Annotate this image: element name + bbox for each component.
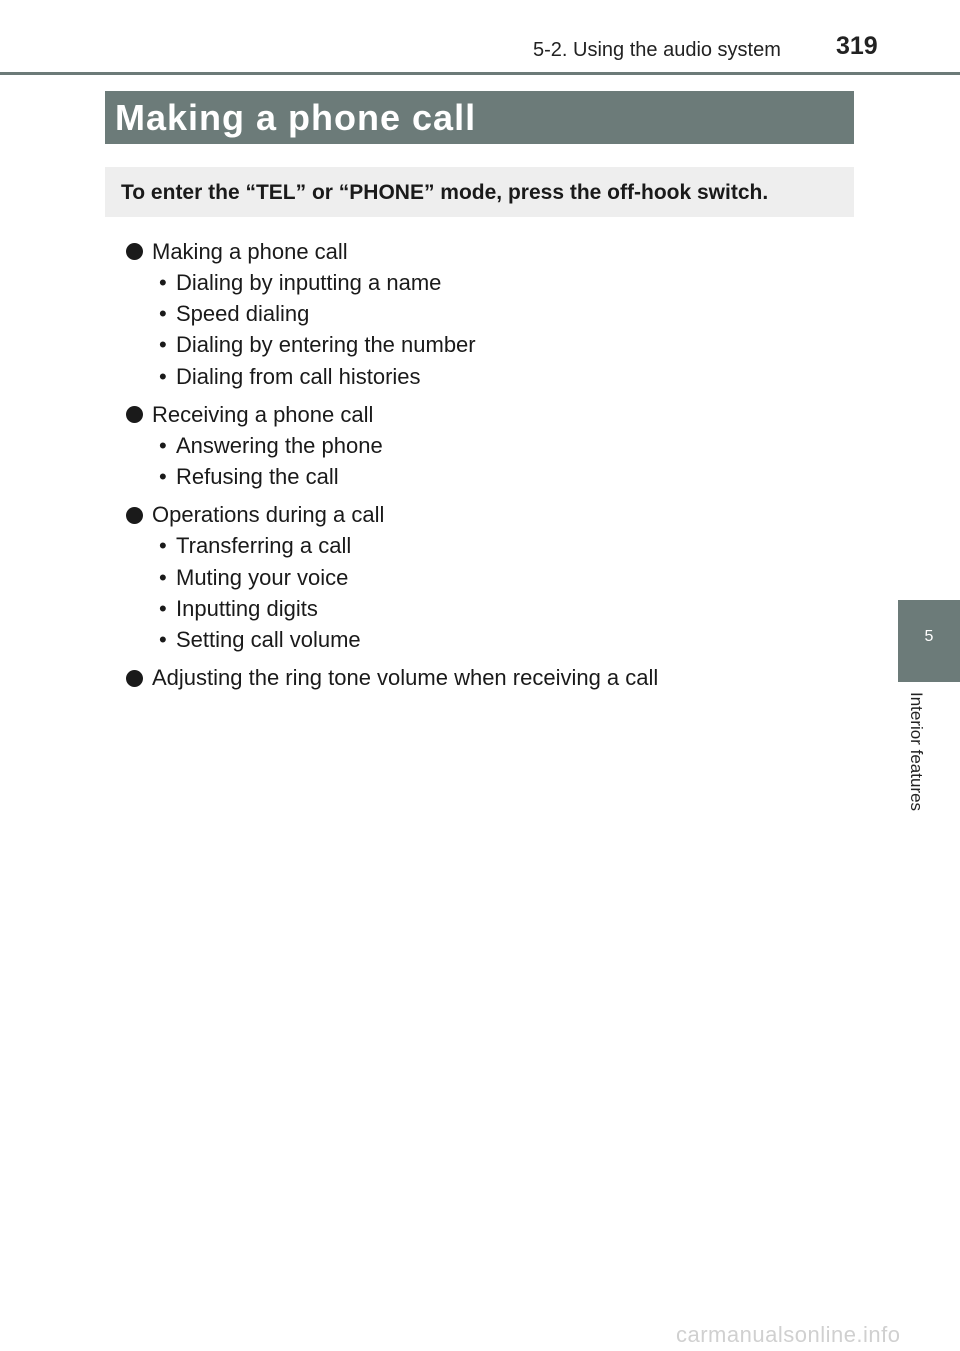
group-heading xyxy=(125,500,825,531)
bullet-circle-icon xyxy=(126,670,143,687)
bullet-dot-icon: • xyxy=(159,432,167,458)
bullet-circle-icon xyxy=(126,507,143,524)
group-during-call xyxy=(125,500,825,656)
group-ring-tone xyxy=(125,663,825,694)
list-item: • Dialing from call histories xyxy=(159,363,421,389)
bullet-dot-icon: • xyxy=(159,464,167,490)
intro-box xyxy=(105,167,854,217)
title-bar xyxy=(105,91,854,144)
list-item: • Dialing by entering the number xyxy=(159,332,476,358)
header-divider xyxy=(0,72,960,75)
bullet-dot-icon: • xyxy=(159,363,167,389)
group-label: Receiving a phone call xyxy=(152,401,374,427)
group-label: Making a phone call xyxy=(152,238,348,264)
watermark: carmanualsonline.info xyxy=(676,1322,901,1347)
bullet-dot-icon: • xyxy=(159,627,167,653)
list-item: • Muting your voice xyxy=(159,564,349,590)
list-item: • Dialing by inputting a name xyxy=(159,269,442,295)
group-label: Operations during a call xyxy=(152,502,385,528)
content-list xyxy=(125,236,825,701)
bullet-circle-icon xyxy=(126,243,143,260)
group-receiving-call xyxy=(125,399,825,493)
group-label: Adjusting the ring tone volume when receiving a call xyxy=(152,665,659,691)
bullet-dot-icon: • xyxy=(159,596,167,622)
list-item: • Transferring a call xyxy=(159,533,352,559)
list-item: • Answering the phone xyxy=(159,432,383,458)
bullet-dot-icon: • xyxy=(159,564,167,590)
group-heading xyxy=(125,236,825,267)
bullet-circle-icon xyxy=(126,406,143,423)
group-heading xyxy=(125,663,825,694)
list-item: • Inputting digits xyxy=(159,596,318,622)
group-heading xyxy=(125,399,825,430)
bullet-dot-icon: • xyxy=(159,269,167,295)
bullet-dot-icon: • xyxy=(159,300,167,326)
page-title: Making a phone call xyxy=(115,97,477,138)
group-making-call xyxy=(125,236,825,392)
bullet-dot-icon: • xyxy=(159,332,167,358)
bullet-dot-icon: • xyxy=(159,533,167,559)
chapter-number: 5 xyxy=(924,628,934,645)
intro-text: To enter the “TEL” or “PHONE” mode, press the off-hook switch. xyxy=(121,181,769,204)
page-number: 319 xyxy=(836,32,878,60)
list-item: • Setting call volume xyxy=(159,627,361,653)
list-item: • Speed dialing xyxy=(159,300,310,326)
list-item: • Refusing the call xyxy=(159,464,339,490)
section-header: 5-2. Using the audio system xyxy=(533,39,781,61)
chapter-label: Interior features xyxy=(907,692,926,812)
chapter-tab xyxy=(898,600,960,682)
